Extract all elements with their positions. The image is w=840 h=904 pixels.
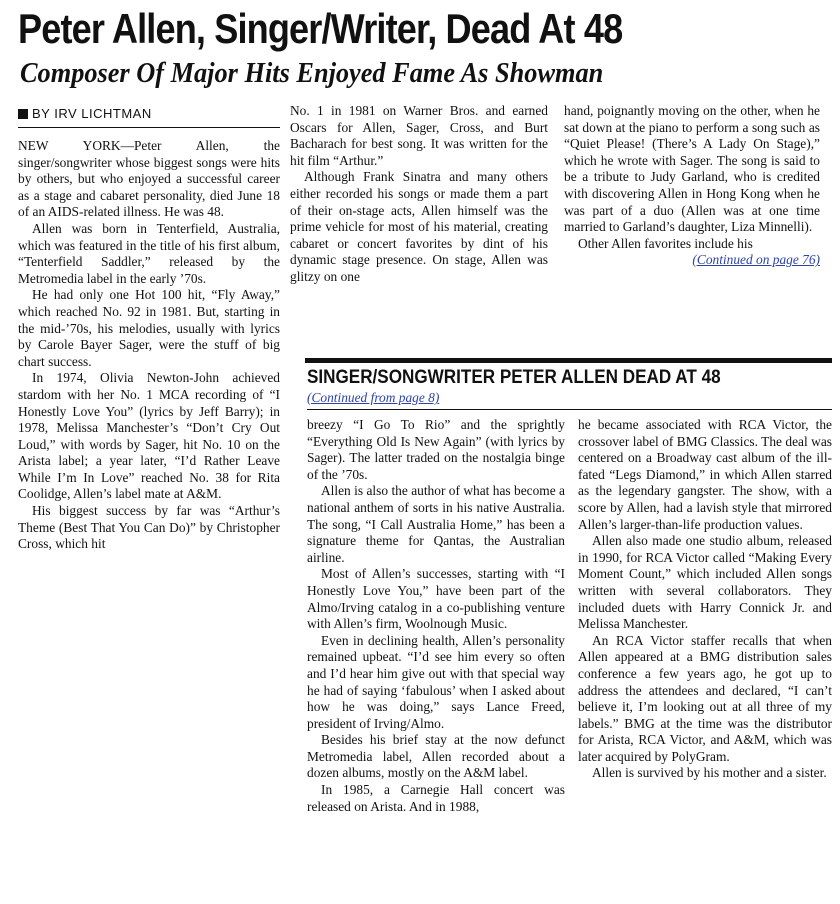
continuation-rule (307, 409, 832, 410)
continued-from-link[interactable]: (Continued from page 8) (307, 390, 440, 405)
paragraph: In 1985, a Carnegie Hall concert was released on Arista. And in 1988, (307, 782, 565, 814)
paragraph: Allen is survived by his mother and a sister. (592, 765, 827, 781)
paragraph: Most of Allen’s successes, starting with “I Honestly Love You,” have been part of the Almo/Irving catalog in a co-publishing venture with Allen’s firm, Woolnough Music. (307, 566, 565, 632)
subheadline: Composer Of Major Hits Enjoyed Fame As Showman (20, 58, 604, 89)
paragraph: Besides his brief stay at the now defunct Metromedia label, Allen recorded about a dozen albums, mostly on the A&M label. (307, 732, 565, 781)
paragraph: An RCA Victor staffer recalls that when Allen appeared at a BMG distribution sales conference a few years ago, he got up to address the attendees and declared, “I can’t believe it, I’m looking out at all three of my labels.” BMG at the time was the distributor for Arista, RCA Victor, and A&M, which was later acquired by PolyGram. (578, 632, 832, 764)
byline-rule (18, 127, 280, 128)
paragraph: he became associated with RCA Victor, the crossover label of BMG Classics. The deal was centered on a Broadway cast album of the ill-fated “Legs Diamond,” in which Allen starred as the legendary gangster. The show, with a score by Allen, had a lavish style that mirrored Allen’s larger-than-life production values. (578, 417, 832, 532)
continuation-column-2 (578, 417, 832, 782)
paragraph: breezy “I Go To Rio” and the sprightly “Everything Old Is New Again” (with lyrics by Sager). The latter traded on the nostalgia binge of the ’70s. (307, 417, 565, 482)
byline (18, 106, 152, 122)
paragraph: Allen also made one studio album, released in 1990, for RCA Victor called “Making Every Moment Count,” which included Allen songs written with several collaborators. They included duets with Harry Connick Jr. and Melissa Manchester. (578, 533, 832, 632)
paragraph: Allen was born in Tenterfield, Australia, which was featured in the title of his first album, “Tenterfield Saddler,” released by the Metromedia label in the early ’70s. (18, 220, 280, 286)
paragraph: His biggest success by far was “Arthur’s Theme (Best That You Can Do)” by Christopher Cross, which hit (18, 503, 280, 552)
paragraph: hand, poignantly moving on the other, when he sat down at the piano to perform a song such as “Quiet Please! (There’s A Lady On Stage),” which he wrote with Sager. The song is said to be a tribute to Judy Garland, who is credited with discovering Allen in Hong Kong when he was part of a duo (Allen was at one time married to Garland’s daughter, Liza Minnelli). (564, 103, 820, 235)
paragraph: He had only one Hot 100 hit, “Fly Away,” which reached No. 92 in 1981. But, starting in the mid-’70s, his melodies, usually with lyrics by Carole Bayer Sager, were the stuff of big chart success. (18, 287, 280, 369)
continuation-column-1 (307, 417, 565, 815)
article-column-3 (564, 103, 820, 269)
continued-on-link[interactable]: (Continued on page 76) (692, 252, 820, 268)
article-column-2 (290, 103, 548, 286)
paragraph: Although Frank Sinatra and many others either recorded his songs or made them a part of their on-stage acts, Allen himself was the prime vehicle for most of his material, creating cabaret or concert favorites by dint of his dynamic stage presence. On stage, Allen was glitzy on one (290, 169, 548, 284)
paragraph: In 1974, Olivia Newton-John achieved stardom with her No. 1 MCA recording of “I Honestly Love You” (lyrics by Jeff Barry); in 1978, Melissa Manchester’s “Don’t Cry Out Loud,” with words by Sager, hit No. 10 on the Arista label; a year later, “I’d Rather Leave While I’m In Love” reached No. 38 for Rita Coolidge, Allen’s label mate at A&M. (18, 370, 280, 502)
paragraph: No. 1 in 1981 on Warner Bros. and earned Oscars for Allen, Sager, Cross, and Burt Bacharach for best song. It was written for the hit film “Arthur.” (290, 103, 548, 168)
paragraph: NEW YORK—Peter Allen, the singer/songwriter whose biggest songs were hits by others, but who enjoyed a successful career as a stage and cabaret personality, died June 18 of an AIDS-related illness. He was 48. (18, 138, 280, 220)
paragraph: Other Allen favorites include his (578, 235, 753, 251)
byline-text: BY IRV LICHTMAN (32, 106, 152, 121)
paragraph: Even in declining health, Allen’s personality remained upbeat. “I’d see him every so often and I’d hear him give out with that special way he had of saying ‘fabulous’ when I asked about how he was doing,” says Lance Freed, president of Irving/Almo. (307, 632, 565, 731)
continuation-top-rule (305, 358, 832, 363)
paragraph: Allen is also the author of what has become a national anthem of sorts in his native Australia. The song, “I Call Australia Home,” has been a signature theme for Qantas, the Australian airline. (307, 483, 565, 565)
continuation-headline: SINGER/SONGWRITER PETER ALLEN DEAD AT 48 (307, 367, 721, 388)
article-column-1 (18, 138, 280, 553)
continued-on-link-wrapper (564, 252, 820, 269)
headline: Peter Allen, Singer/Writer, Dead At 48 (18, 5, 623, 52)
continued-from-link-wrapper (307, 390, 439, 406)
byline-square-icon (18, 109, 28, 119)
